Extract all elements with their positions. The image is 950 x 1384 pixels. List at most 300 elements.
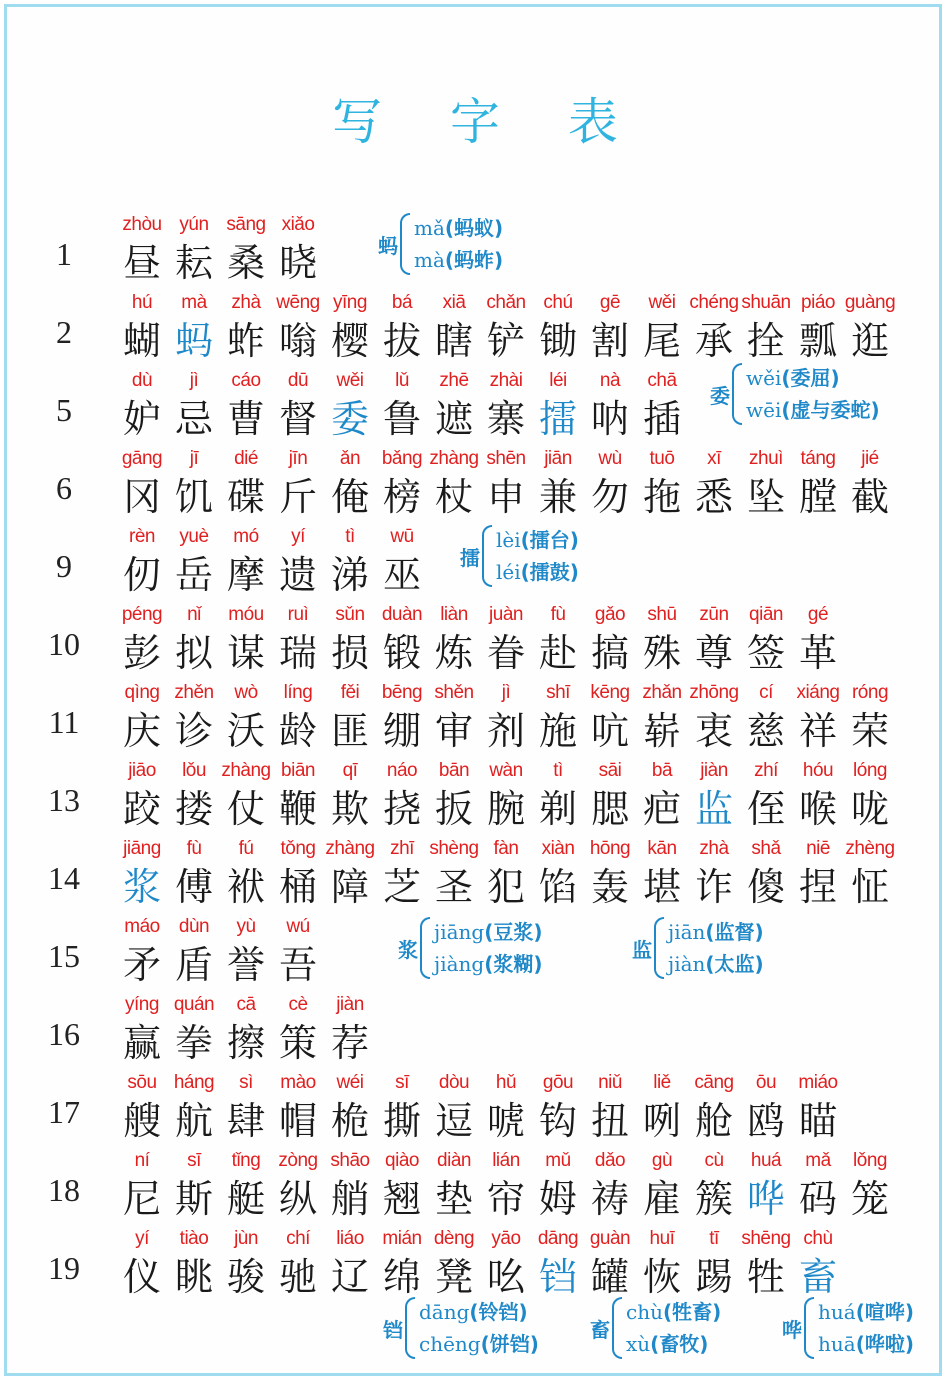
character-cell (844, 448, 896, 526)
character-list (116, 448, 896, 526)
hanzi: 堪 (642, 865, 681, 909)
hanzi: 巫 (382, 553, 421, 597)
hanzi: 榜 (382, 475, 421, 519)
note-character: 浆 (398, 937, 418, 962)
hanzi: 鸥 (746, 1099, 785, 1143)
pinyin: zhē (439, 370, 469, 391)
hanzi: 昼 (122, 241, 161, 285)
pinyin: yún (179, 214, 209, 235)
pinyin: táng (800, 448, 836, 469)
note-example: (畜牧) (650, 1332, 709, 1356)
hanzi: 插 (642, 397, 681, 441)
note-pinyin: jiāng (434, 920, 485, 944)
pinyin: zūn (699, 604, 729, 625)
hanzi: 慈 (746, 709, 785, 753)
pinyin: máo (124, 916, 160, 937)
hanzi: 龄 (278, 709, 317, 753)
pinyin: yāo (491, 1228, 521, 1249)
hanzi: 挠 (382, 787, 421, 831)
hanzi: 欺 (330, 787, 369, 831)
pinyin: chǎn (486, 292, 526, 313)
hanzi: 摩 (226, 553, 265, 597)
hanzi: 嗡 (278, 319, 317, 363)
hanzi: 牲 (746, 1255, 785, 1299)
hanzi: 傻 (746, 865, 785, 909)
pinyin: xiǎo (281, 214, 315, 235)
hanzi: 眷 (486, 631, 525, 675)
table-row (0, 1150, 950, 1228)
character-list (116, 526, 428, 604)
note-lines (414, 212, 503, 276)
pinyin: zhèng (845, 838, 895, 859)
hanzi: 芝 (382, 865, 421, 909)
hanzi: 仪 (122, 1255, 161, 1299)
note-pinyin: wēi (746, 398, 782, 422)
pinyin: fěi (340, 682, 360, 703)
pinyin: wò (234, 682, 258, 703)
hanzi: 沃 (226, 709, 265, 753)
pinyin: quán (173, 994, 215, 1015)
hanzi: 荣 (850, 709, 889, 753)
pinyin: gǎo (594, 604, 626, 625)
pinyin: sǔn (335, 604, 365, 625)
pinyin: sōu (127, 1072, 157, 1093)
hanzi: 桑 (226, 241, 265, 285)
hanzi: 申 (486, 475, 525, 519)
note-example: (哗啦) (855, 1332, 914, 1356)
hanzi: 坠 (746, 475, 785, 519)
note-line (419, 1296, 539, 1328)
note-line (818, 1328, 914, 1360)
note-pinyin: jiān (668, 920, 706, 944)
hanzi: 捏 (798, 865, 837, 909)
lesson-number: 18 (48, 1172, 80, 1208)
pinyin: piáo (801, 292, 835, 313)
brace-icon (420, 917, 430, 979)
polyphone-note-hua (782, 1296, 914, 1360)
pinyin: zhà (699, 838, 729, 859)
hanzi: 腮 (590, 787, 629, 831)
pinyin: dū (287, 370, 309, 391)
hanzi: 尼 (122, 1177, 161, 1221)
note-example: (擂台) (520, 528, 579, 552)
polyphone-note-wei (710, 362, 880, 426)
pinyin: cù (704, 1150, 724, 1171)
character-cell (844, 682, 896, 760)
character-cell (792, 1072, 844, 1150)
hanzi: 谋 (226, 631, 265, 675)
note-example: (豆浆) (484, 920, 543, 944)
note-pinyin: jiàn (668, 952, 706, 976)
hanzi: 锄 (538, 319, 577, 363)
pinyin: jīn (288, 448, 308, 469)
pinyin: zhī (390, 838, 414, 859)
note-character: 蚂 (378, 233, 398, 258)
pinyin: wù (598, 448, 622, 469)
pinyin: zhàng (325, 838, 375, 859)
hanzi: 搂 (174, 787, 213, 831)
pinyin: niē (806, 838, 830, 859)
hanzi: 斤 (278, 475, 317, 519)
brace-icon (804, 1297, 814, 1359)
note-example: (喧哗) (855, 1300, 914, 1324)
pinyin: shěn (434, 682, 474, 703)
character-list (116, 760, 896, 838)
pinyin: ní (134, 1150, 150, 1171)
pinyin: cāng (694, 1072, 734, 1093)
lesson-number: 14 (48, 860, 80, 896)
pinyin: mó (233, 526, 259, 547)
pinyin: yuè (179, 526, 209, 547)
hanzi: 骏 (226, 1255, 265, 1299)
pinyin: shēn (486, 448, 526, 469)
pinyin: guàn (589, 1228, 631, 1249)
pinyin: bá (391, 292, 413, 313)
pinyin: cáo (231, 370, 261, 391)
pinyin: ruì (287, 604, 309, 625)
lesson-number: 17 (48, 1094, 80, 1130)
pinyin: kēng (590, 682, 630, 703)
note-line (668, 916, 764, 948)
hanzi: 锻 (382, 631, 421, 675)
character-list (116, 1072, 844, 1150)
pinyin: lǒu (182, 760, 206, 781)
hanzi: 浆 (122, 865, 161, 909)
hanzi: 钩 (538, 1099, 577, 1143)
pinyin: dòu (438, 1072, 470, 1093)
pinyin: léi (549, 370, 567, 391)
pinyin: juàn (489, 604, 523, 625)
pinyin: wēng (276, 292, 320, 313)
polyphone-note-lei (460, 524, 579, 588)
pinyin: yí (291, 526, 305, 547)
pinyin: zhàng (429, 448, 479, 469)
hanzi: 桅 (330, 1099, 369, 1143)
pinyin: zòng (278, 1150, 318, 1171)
hanzi: 彭 (122, 631, 161, 675)
hanzi: 拳 (174, 1021, 213, 1065)
pinyin: bān (438, 760, 470, 781)
hanzi: 崭 (642, 709, 681, 753)
pinyin: rèn (129, 526, 155, 547)
note-character: 铛 (383, 1317, 403, 1342)
brace-icon (732, 363, 742, 425)
pinyin: chí (286, 1228, 310, 1249)
hanzi: 咧 (642, 1099, 681, 1143)
hanzi: 舱 (694, 1099, 733, 1143)
hanzi: 签 (746, 631, 785, 675)
hanzi: 赴 (538, 631, 577, 675)
pinyin: diàn (437, 1150, 471, 1171)
note-character: 畜 (590, 1317, 610, 1342)
pinyin: jiàn (700, 760, 728, 781)
note-example: (委屈) (781, 366, 840, 390)
hanzi: 剃 (538, 787, 577, 831)
hanzi: 膛 (798, 475, 837, 519)
pinyin: zhuì (749, 448, 783, 469)
hanzi: 畜 (798, 1255, 837, 1299)
pinyin: fàn (493, 838, 519, 859)
pinyin: chù (803, 1228, 833, 1249)
hanzi: 帘 (486, 1177, 525, 1221)
hanzi: 擂 (538, 397, 577, 441)
note-lines (419, 1296, 539, 1360)
pinyin: duàn (381, 604, 423, 625)
pinyin: xī (707, 448, 721, 469)
note-character: 擂 (460, 545, 480, 570)
hanzi: 割 (590, 319, 629, 363)
note-pinyin: huá (818, 1300, 856, 1324)
pinyin: wéi (336, 1072, 364, 1093)
hanzi: 殊 (642, 631, 681, 675)
brace-icon (612, 1297, 622, 1359)
hanzi: 拖 (642, 475, 681, 519)
pinyin: gē (599, 292, 621, 313)
note-pinyin: wěi (746, 366, 782, 390)
lesson-number: 9 (56, 548, 72, 584)
note-pinyin: mǎ (414, 216, 445, 240)
pinyin: chéng (689, 292, 739, 313)
pinyin: hóu (802, 760, 834, 781)
note-line (626, 1296, 721, 1328)
note-line (414, 212, 503, 244)
pinyin: nǐ (187, 604, 201, 625)
pinyin: zhà (231, 292, 261, 313)
hanzi: 岳 (174, 553, 213, 597)
character-cell (844, 1150, 896, 1228)
note-pinyin: léi (496, 560, 521, 584)
pinyin: sī (187, 1150, 201, 1171)
pinyin: huī (649, 1228, 675, 1249)
lesson-number: 11 (48, 704, 80, 740)
lesson-number: 2 (56, 314, 72, 350)
pinyin: wěi (336, 370, 364, 391)
pinyin: hú (131, 292, 153, 313)
hanzi: 簇 (694, 1177, 733, 1221)
pinyin: xiā (442, 292, 466, 313)
note-line (668, 948, 764, 980)
hanzi: 拟 (174, 631, 213, 675)
pinyin: chú (543, 292, 573, 313)
pinyin: jì (501, 682, 511, 703)
pinyin: jī (189, 448, 199, 469)
hanzi: 凳 (434, 1255, 473, 1299)
pinyin: bǎng (381, 448, 423, 469)
pinyin: qiān (749, 604, 783, 625)
hanzi: 逗 (434, 1099, 473, 1143)
hanzi: 逛 (850, 319, 889, 363)
hanzi: 妒 (122, 397, 161, 441)
pinyin: cā (236, 994, 256, 1015)
pinyin: jiàn (336, 994, 364, 1015)
pinyin: lóng (853, 760, 887, 781)
hanzi: 蚂 (174, 319, 213, 363)
hanzi: 疤 (642, 787, 681, 831)
pinyin: nà (599, 370, 621, 391)
character-list (116, 1228, 844, 1306)
hanzi: 赢 (122, 1021, 161, 1065)
hanzi: 唬 (486, 1099, 525, 1143)
hanzi: 遗 (278, 553, 317, 597)
pinyin: chā (647, 370, 677, 391)
hanzi: 誉 (226, 943, 265, 987)
note-example: (饼铛) (480, 1332, 539, 1356)
hanzi: 吆 (486, 1255, 525, 1299)
character-cell (324, 994, 376, 1072)
hanzi: 障 (330, 865, 369, 909)
pinyin: tuō (649, 448, 675, 469)
pinyin: dāng (537, 1228, 579, 1249)
pinyin: jì (189, 370, 199, 391)
hanzi: 匪 (330, 709, 369, 753)
pinyin: qìng (124, 682, 160, 703)
lesson-number: 19 (48, 1250, 80, 1286)
pinyin: zhěn (174, 682, 214, 703)
hanzi: 诊 (174, 709, 213, 753)
pinyin: jiāo (128, 760, 156, 781)
pinyin: tì (345, 526, 355, 547)
hanzi: 铛 (538, 1255, 577, 1299)
hanzi: 瓢 (798, 319, 837, 363)
hanzi: 兼 (538, 475, 577, 519)
note-lines (434, 916, 543, 980)
pinyin: wàn (489, 760, 523, 781)
hanzi: 航 (174, 1099, 213, 1143)
character-list (116, 370, 688, 448)
note-line (414, 244, 503, 276)
pinyin: zhōng (689, 682, 739, 703)
hanzi: 擦 (226, 1021, 265, 1065)
hanzi: 庆 (122, 709, 161, 753)
pinyin: liáo (336, 1228, 364, 1249)
hanzi: 碟 (226, 475, 265, 519)
polyphone-note-jiang (398, 916, 543, 980)
hanzi: 诈 (694, 865, 733, 909)
pinyin: xiàn (541, 838, 575, 859)
note-line (626, 1328, 721, 1360)
note-line (496, 556, 579, 588)
note-line (746, 394, 880, 426)
hanzi: 腕 (486, 787, 525, 831)
hanzi: 勿 (590, 475, 629, 519)
hanzi: 杖 (434, 475, 473, 519)
hanzi: 策 (278, 1021, 317, 1065)
hanzi: 饥 (174, 475, 213, 519)
hanzi: 监 (694, 787, 733, 831)
note-pinyin: jiàng (434, 952, 485, 976)
hanzi: 码 (798, 1177, 837, 1221)
polyphone-note-ma (378, 212, 503, 276)
pinyin: dèng (433, 1228, 475, 1249)
note-example: (擂鼓) (520, 560, 579, 584)
hanzi: 忌 (174, 397, 213, 441)
hanzi: 辽 (330, 1255, 369, 1299)
table-row (0, 994, 950, 1072)
pinyin: jùn (234, 1228, 258, 1249)
hanzi: 纵 (278, 1177, 317, 1221)
pinyin: náo (386, 760, 418, 781)
table-row (0, 838, 950, 916)
hanzi: 傅 (174, 865, 213, 909)
pinyin: liě (653, 1072, 671, 1093)
hanzi: 瑞 (278, 631, 317, 675)
note-line (818, 1296, 914, 1328)
pinyin: dùn (178, 916, 210, 937)
pinyin: bēng (381, 682, 423, 703)
hanzi: 翘 (382, 1177, 421, 1221)
note-example: (浆糊) (484, 952, 543, 976)
hanzi: 祷 (590, 1177, 629, 1221)
pinyin: miáo (798, 1072, 838, 1093)
hanzi: 衷 (694, 709, 733, 753)
pinyin: róng (851, 682, 889, 703)
note-lines (496, 524, 579, 588)
pinyin: háng (173, 1072, 215, 1093)
hanzi: 扭 (590, 1099, 629, 1143)
polyphone-note-jian (632, 916, 764, 980)
hanzi: 耘 (174, 241, 213, 285)
pinyin: tì (553, 760, 563, 781)
pinyin: móu (228, 604, 264, 625)
hanzi: 撕 (382, 1099, 421, 1143)
pinyin: jiāng (123, 838, 161, 859)
pinyin: mǔ (545, 1150, 571, 1171)
hanzi: 踢 (694, 1255, 733, 1299)
pinyin: tǒng (280, 838, 316, 859)
hanzi: 轰 (590, 865, 629, 909)
pinyin: zhài (489, 370, 523, 391)
note-lines (668, 916, 764, 980)
hanzi: 艇 (226, 1177, 265, 1221)
hanzi: 笼 (850, 1177, 889, 1221)
pinyin: tī (709, 1228, 719, 1249)
hanzi: 咙 (850, 787, 889, 831)
pinyin: sì (239, 1072, 253, 1093)
note-lines (746, 362, 880, 426)
brace-icon (482, 525, 492, 587)
hanzi: 矛 (122, 943, 161, 987)
lesson-number: 6 (56, 470, 72, 506)
pinyin: lǒng (853, 1150, 887, 1171)
polyphone-note-dang (383, 1296, 539, 1360)
hanzi: 遮 (434, 397, 473, 441)
pinyin: mà (181, 292, 207, 313)
pinyin: tǐng (231, 1150, 261, 1171)
brace-icon (654, 917, 664, 979)
brace-icon (400, 213, 410, 275)
hanzi: 损 (330, 631, 369, 675)
pinyin: shāo (330, 1150, 370, 1171)
hanzi: 蝴 (122, 319, 161, 363)
pinyin: hǔ (495, 1072, 517, 1093)
hanzi: 呐 (590, 397, 629, 441)
pinyin: gāng (121, 448, 163, 469)
hanzi: 冈 (122, 475, 161, 519)
pinyin: shī (546, 682, 570, 703)
hanzi: 斯 (174, 1177, 213, 1221)
pinyin: mǎ (805, 1150, 831, 1171)
note-pinyin: chù (626, 1300, 663, 1324)
note-example: (铃铛) (469, 1300, 528, 1324)
hanzi: 拴 (746, 319, 785, 363)
table-row (0, 448, 950, 526)
character-list (116, 292, 896, 370)
hanzi: 寨 (486, 397, 525, 441)
hanzi: 肆 (226, 1099, 265, 1143)
pinyin: dié (234, 448, 258, 469)
note-line (434, 948, 543, 980)
pinyin: guàng (844, 292, 896, 313)
